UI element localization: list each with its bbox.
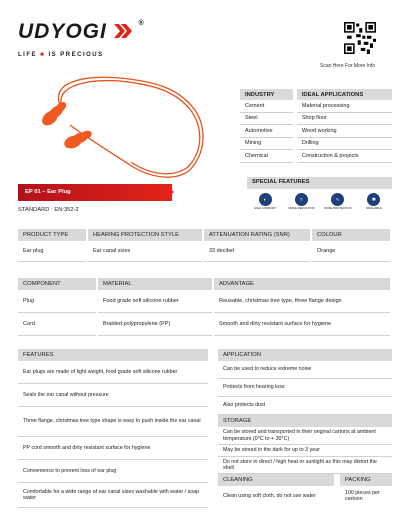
table-row [240, 112, 392, 125]
table-row [240, 125, 392, 138]
component-header: COMPONENT [18, 278, 97, 290]
feature-badge [322, 193, 354, 210]
protection-style-cell: Ear canal sizes [87, 241, 203, 262]
cleaning-text: Clean using soft cloth, do not use water [223, 493, 316, 499]
advantage-cell: Reusable, christmas tree type, three flange design [213, 290, 391, 313]
application-cell: Construction & projects [295, 150, 392, 163]
colour-header: COLOUR [311, 229, 391, 241]
cord-icon: ∿ [331, 193, 344, 206]
logo-text: UDYOGI [18, 20, 107, 43]
list-item: Convenience to prevent loss of ear plug [18, 460, 208, 483]
table-row [240, 100, 392, 112]
advantage-header: ADVANTAGE [213, 278, 391, 290]
product-name-banner: EP 01 – Ear Plug [18, 184, 172, 201]
application-title: APPLICATION [218, 349, 392, 361]
wave-icon: ≈ [295, 193, 308, 206]
ear-plug-product-image [30, 70, 230, 185]
packing-text: 100 pieces per cartoon [345, 490, 380, 502]
protection-style-header: HEARING PROTECTION STYLE [87, 229, 203, 241]
product-type-cell: Ear plug [18, 241, 87, 262]
application-cell: Wood working [295, 125, 392, 138]
advantage-cell: Smooth and dirty resistant surface for hygiene [213, 313, 391, 336]
feature-badge [285, 193, 317, 210]
industry-cell: Cement [240, 100, 295, 112]
list-item: Protects from hearing loss [218, 379, 392, 397]
colour-cell: Orange [311, 241, 391, 262]
list-item: Seals the ear canal without pressure [18, 384, 208, 407]
material-cell: Braided polypropylene (PP) [97, 313, 213, 336]
feature-label: WASHABLE [366, 206, 382, 210]
banner-arrow-icon [165, 184, 174, 200]
special-features-title: SPECIAL FEATURES [247, 177, 392, 189]
packing-title: PACKING [340, 474, 392, 486]
tagline-dot: ■ [40, 52, 46, 58]
attenuation-cell: 33 decibel [203, 241, 311, 262]
list-item: Comfortable for a wide range of ear canal sizes washable with water / soap water [18, 483, 208, 508]
cleaning-packing-section [218, 474, 392, 506]
tagline-part2: IS PRECIOUS [48, 52, 104, 58]
qr-caption: Scan Here For More Info [320, 63, 376, 69]
feature-badge [358, 193, 390, 210]
industry-header: INDUSTRY [240, 89, 295, 100]
brand-logo [18, 20, 145, 44]
application-section [218, 349, 392, 415]
features-title: FEATURES [18, 349, 208, 361]
component-cell: Plug [18, 290, 97, 313]
table-row [18, 290, 391, 313]
storage-section [218, 415, 392, 474]
component-table [18, 278, 392, 336]
features-section [18, 349, 208, 508]
registered-mark: ® [138, 20, 145, 27]
wash-icon: ✱ [367, 193, 380, 206]
industry-cell: Steel [240, 112, 295, 125]
table-row [240, 150, 392, 163]
ear-icon: ◐ [259, 193, 272, 206]
list-item: May be stored in the dark for up to 3 year [218, 445, 392, 457]
feature-badge [249, 193, 281, 210]
table-row [240, 137, 392, 150]
industry-cell: Mining [240, 137, 295, 150]
list-item: PP cord smooth and dirty resistant surface for hygiene [18, 437, 208, 460]
product-type-header: PRODUCT TYPE [18, 229, 87, 241]
industry-applications-table [240, 89, 392, 163]
table-row [18, 241, 391, 262]
application-cell: Drilling [295, 137, 392, 150]
list-item: Three flange, christmas tree type shape is easy to push inside the ear canal [18, 407, 208, 437]
application-cell: Shop floor [295, 112, 392, 125]
product-spec-table [18, 229, 392, 262]
qr-code-icon[interactable] [344, 22, 376, 54]
tagline-part1: LIFE [18, 52, 37, 58]
feature-label: NOISE PROTECTION [323, 206, 352, 210]
chevron-logo-icon [114, 24, 132, 38]
list-item: Can be used to reduce extreme noise [218, 361, 392, 379]
attenuation-header: ATTENUATION RATING (SNR) [203, 229, 311, 241]
special-features-section [247, 177, 392, 217]
product-standard: STANDARD : EN:352-2 [18, 207, 79, 213]
table-row [18, 313, 391, 336]
brand-tagline [18, 52, 104, 58]
industry-cell: Chemical [240, 150, 295, 163]
material-cell: Food grade soft silicone rubber [97, 290, 213, 313]
feature-label: HIGH COMFORT [254, 206, 277, 210]
applications-header: IDEAL APPLICATIONS [295, 89, 392, 100]
material-header: MATERIAL [97, 278, 213, 290]
feature-label: NOISE REDUCTION [288, 206, 315, 210]
application-cell: Material processing [295, 100, 392, 112]
list-item: Do not store in direct / high heat or sunlight as this may distort the shell [218, 457, 392, 474]
list-item: Also protects dust [218, 397, 392, 415]
list-item: Ear plugs are made of light weight, food grade soft silicone rubber [18, 361, 208, 384]
component-cell: Cord [18, 313, 97, 336]
industry-cell: Automotive [240, 125, 295, 138]
cleaning-title: CLEANING [218, 474, 334, 486]
storage-title: STORAGE [218, 415, 392, 427]
list-item: Can be stored and transported in their original cartons at ambient temperature (0°C to + 30°C) [218, 427, 392, 445]
